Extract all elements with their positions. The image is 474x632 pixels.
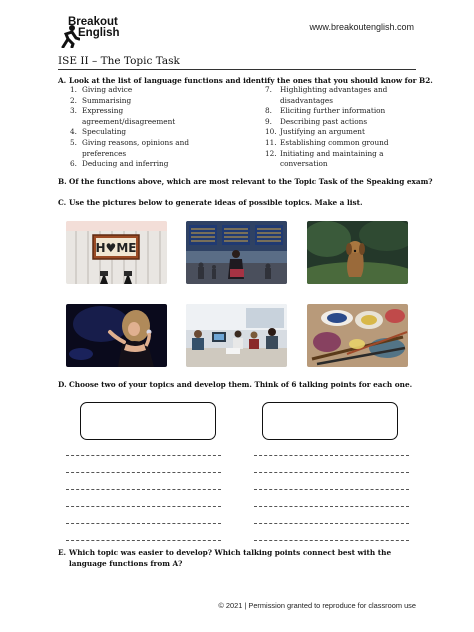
photo-airport-departures xyxy=(186,221,287,284)
page-title: ISE II – The Topic Task xyxy=(58,55,180,67)
answer-line[interactable] xyxy=(254,472,409,473)
section-c-instruction: C. Use the pictures below to generate ideas of possible topics. Make a list. xyxy=(58,198,363,207)
list-item: 4. Speculating xyxy=(70,127,127,137)
list-item: 2. Summarising xyxy=(70,95,132,105)
section-d-instruction: D. Choose two of your topics and develop them. Think of 6 talking points for each one. xyxy=(58,380,413,389)
list-item: 3. Expressing agreement/disagreement xyxy=(70,106,176,126)
section-a-instruction: A. Look at the list of language functions and identify the ones that you should know for B2. xyxy=(58,76,433,85)
logo-line-1: Breakout xyxy=(68,16,118,28)
talking-points-left xyxy=(66,455,221,541)
list-item: 6. Deducing and inferring xyxy=(70,159,169,169)
copyright-footer: © 2021 | Permission granted to reproduce for classroom use xyxy=(218,601,416,610)
photo-office-meeting xyxy=(186,304,287,367)
answer-line[interactable] xyxy=(66,506,221,507)
photo-home-sign xyxy=(66,221,167,284)
list-item: 7. Highlighting advantages and disadvantages xyxy=(265,85,388,105)
answer-line[interactable] xyxy=(66,455,221,456)
photo-singer-on-stage xyxy=(66,304,167,367)
answer-line[interactable] xyxy=(66,523,221,524)
functions-list-left xyxy=(70,85,225,170)
website-url[interactable]: www.breakoutenglish.com xyxy=(309,22,414,32)
topic-box-right[interactable] xyxy=(262,402,398,440)
list-item: 8. Eliciting further information xyxy=(265,106,386,116)
section-b-instruction: B. Of the functions above, which are most relevant to the Topic Task of the Speaking exam? xyxy=(58,177,433,186)
answer-line[interactable] xyxy=(254,455,409,456)
photo-paint-palette xyxy=(307,304,408,367)
title-divider xyxy=(58,69,416,70)
list-item: 1. Giving advice xyxy=(70,85,133,94)
list-item: 10. Justifying an argument xyxy=(265,127,365,137)
list-item: 5. Giving reasons, opinions and preferences xyxy=(70,137,189,158)
list-item: 11. Establishing common ground xyxy=(265,137,389,147)
answer-line[interactable] xyxy=(66,540,221,541)
list-item: 12. Initiating and maintaining a conversation xyxy=(265,148,384,169)
home-sign-text: H♥ME xyxy=(95,241,137,255)
answer-line[interactable] xyxy=(254,506,409,507)
breakout-english-logo xyxy=(58,16,128,50)
answer-line[interactable] xyxy=(254,523,409,524)
answer-line[interactable] xyxy=(254,540,409,541)
section-e-instruction: E. Which topic was easier to develop? Which talking points connect best with the language functions from A? xyxy=(58,548,392,568)
talking-points-right xyxy=(254,455,409,541)
answer-line[interactable] xyxy=(254,489,409,490)
answer-line[interactable] xyxy=(66,489,221,490)
photo-dog-forest xyxy=(307,221,408,284)
logo-line-2: English xyxy=(78,27,120,39)
topic-box-left[interactable] xyxy=(80,402,216,440)
functions-list-right xyxy=(265,85,420,170)
list-item: 9. Describing past actions xyxy=(265,116,368,126)
answer-line[interactable] xyxy=(66,472,221,473)
